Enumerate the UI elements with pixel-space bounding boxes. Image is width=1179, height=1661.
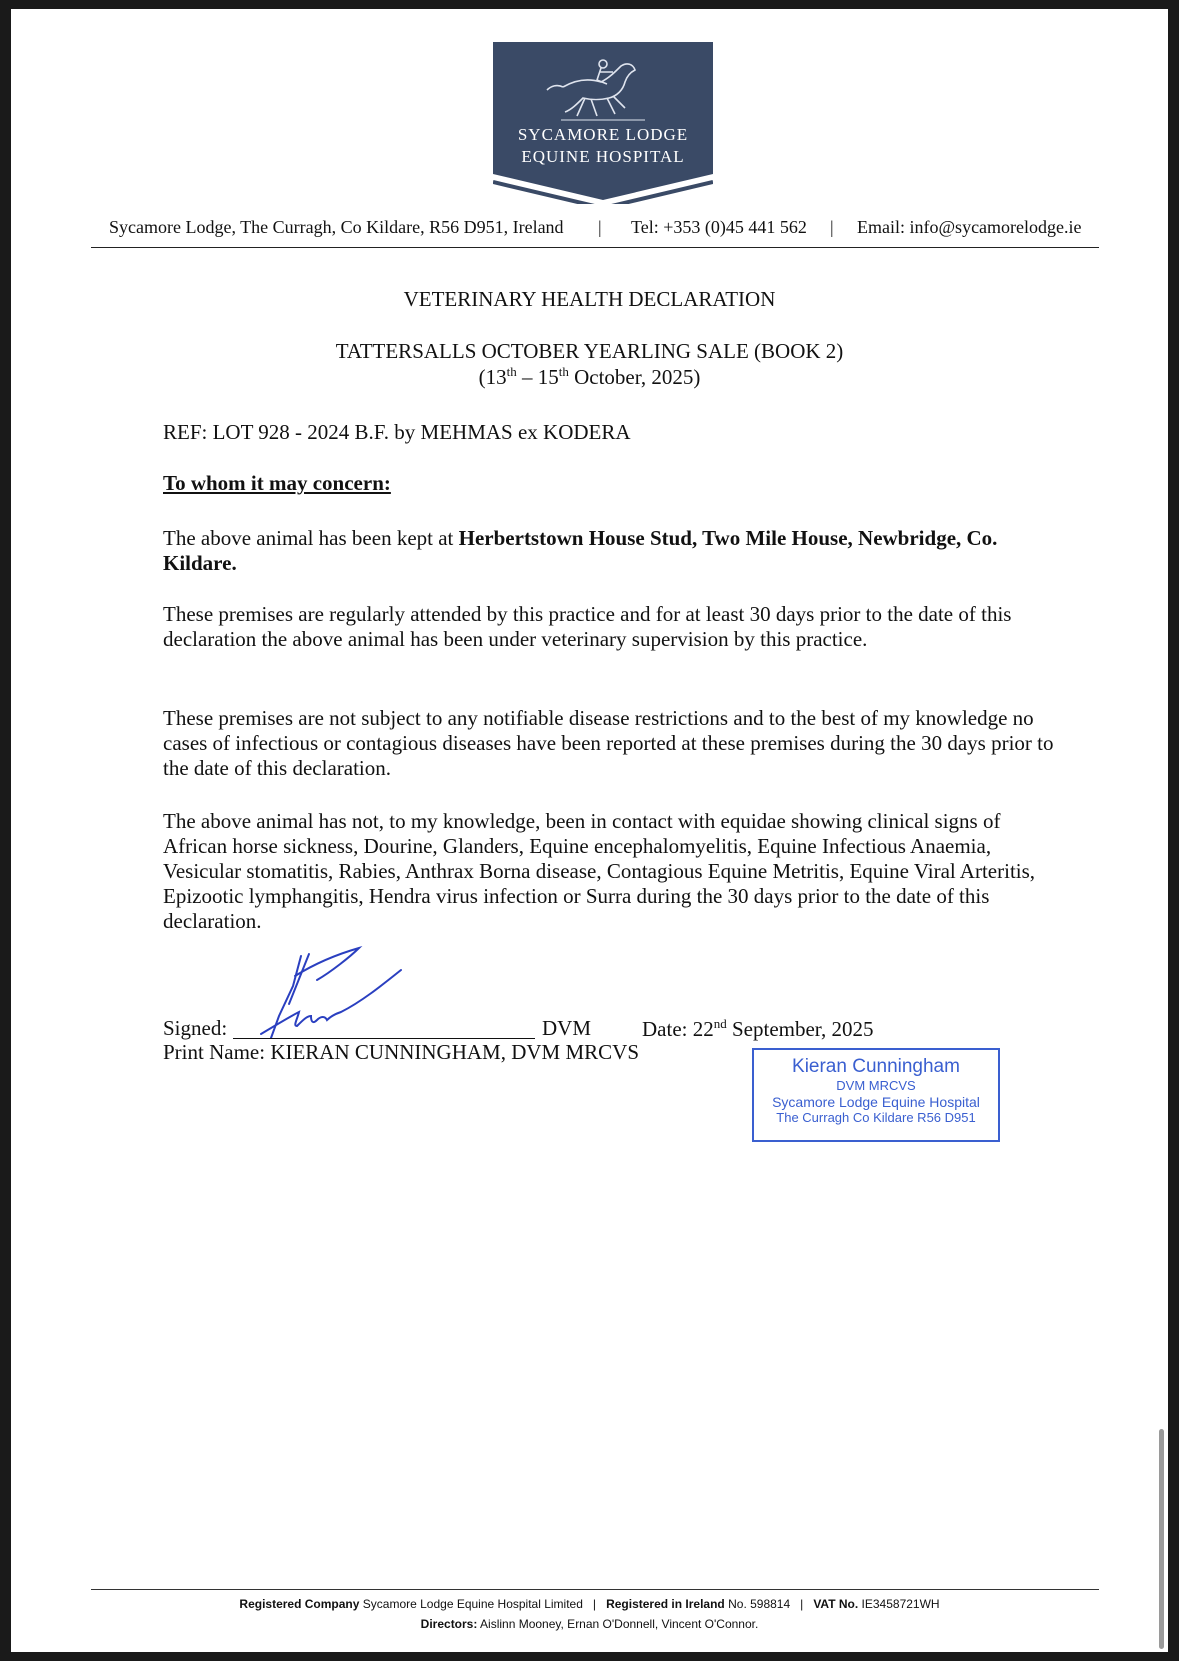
hospital-address: Sycamore Lodge, The Curragh, Co Kildare, R56 D951, Ireland	[109, 217, 564, 237]
hospital-email: Email: info@sycamorelodge.ie	[857, 217, 1082, 237]
salutation: To whom it may concern:	[163, 471, 391, 495]
declaration-date: Date: 22nd September, 2025	[642, 1016, 874, 1041]
sale-dates: (13th – 15th October, 2025)	[478, 364, 701, 389]
footer-divider	[91, 1589, 1099, 1590]
logo-line2: EQUINE HOSPITAL	[521, 147, 685, 166]
footer-directors: Directors: Aislinn Mooney, Ernan O'Donnell, Vincent O'Connor.	[420, 1617, 759, 1631]
footer-registration: Registered Company Sycamore Lodge Equine Hospital Limited | Registered in Ireland No. 598814 | VAT No. IE3458721WH	[239, 1597, 940, 1611]
sale-title: TATTERSALLS OCTOBER YEARLING SALE (BOOK 2)	[335, 339, 844, 363]
paragraph-supervision: These premises are regularly attended by this practice and for at least 30 days prior to the date of this declaration the above animal has been under veterinary supervision by this practice.	[163, 602, 1012, 651]
logo-line1: SYCAMORE LODGE	[517, 125, 689, 144]
declaration-heading: VETERINARY HEALTH DECLARATION	[403, 287, 776, 311]
document-page	[11, 9, 1168, 1652]
signature-line	[233, 1038, 535, 1039]
stamp-hospital: Sycamore Lodge Equine Hospital	[772, 1094, 980, 1110]
paragraph-premises: The above animal has been kept at Herbertstown House Stud, Two Mile House, Newbridge, Co. Kildare.	[163, 526, 998, 575]
vet-stamp	[752, 1048, 1000, 1142]
header-separator: |	[830, 217, 834, 237]
stamp-title: DVM MRCVS	[836, 1078, 916, 1093]
dvm-label: DVM	[542, 1016, 592, 1040]
stamp-name: Kieran Cunningham	[792, 1056, 960, 1077]
header-separator: |	[598, 217, 602, 237]
handwritten-signature	[251, 946, 421, 1046]
lot-reference: REF: LOT 928 - 2024 B.F. by MEHMAS ex KODERA	[163, 420, 631, 444]
premises-location: Herbertstown House Stud, Two Mile House, Newbridge, Co. Kildare.	[163, 526, 998, 575]
print-name: Print Name: KIERAN CUNNINGHAM, DVM MRCVS	[163, 1040, 640, 1064]
stamp-address: The Curragh Co Kildare R56 D951	[776, 1110, 976, 1125]
signed-label: Signed:	[163, 1016, 228, 1040]
scrollbar[interactable]	[1159, 1429, 1164, 1649]
letterhead-contact-bar	[91, 215, 1099, 248]
hospital-phone: Tel: +353 (0)45 441 562	[631, 217, 807, 237]
paragraph-contact: The above animal has not, to my knowledge, been in contact with equidae showing clinical signs of African horse sickness, Dourine, Glanders, Equine encephalomyelitis, Equine Infectious Anaemia, Vesicular stomatitis, Rabies, Anthrax Borna disease, Contagious Equine Metritis, Equine Viral Arteritis, Epizootic lymphangitis, Hendra virus infection or Surra during the 30 days prior to the date of this declaration.	[163, 809, 1036, 933]
hospital-logo	[493, 42, 713, 204]
paragraph-restrictions: These premises are not subject to any notifiable disease restrictions and to the best of my knowledge no cases of infectious or contagious diseases have been reported at these premises during the 30 days prior to the date of this declaration.	[163, 706, 1054, 780]
